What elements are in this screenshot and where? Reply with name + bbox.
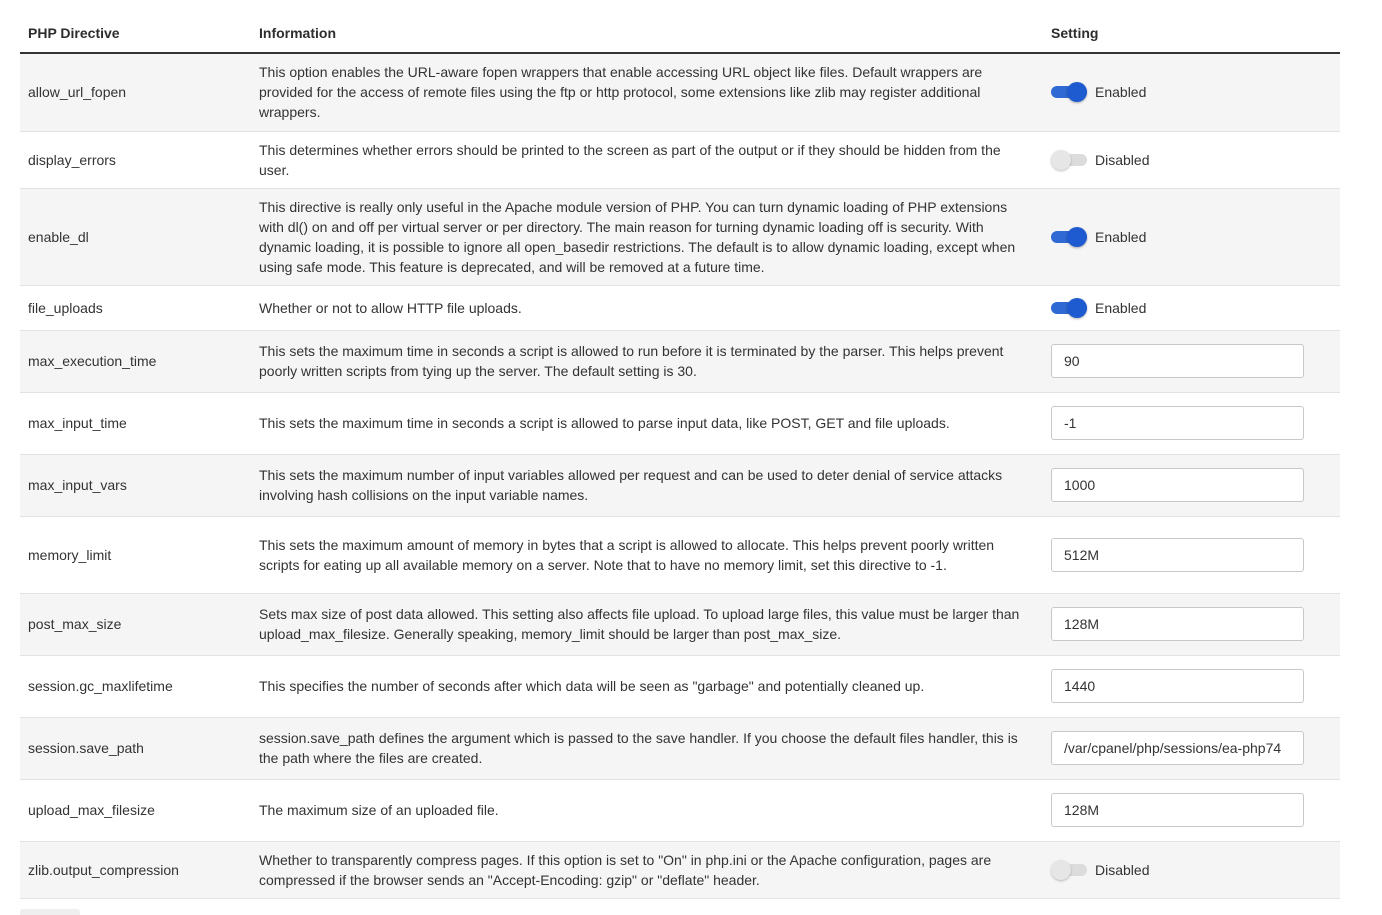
php-directives-table [20, 0, 1340, 899]
directive-info: This directive is really only useful in the Apache module version of PHP. You can turn dynamic loading of PHP extensions with dl() on and off per virtual server or per directory. The main reason for turning dynamic loading off is security. With dynamic loading, it is possible to ignore all open_basedir restrictions. The default is to allow dynamic loading, except when using safe mode. This feature is deprecated, and will be removed at a future time. [251, 188, 1043, 285]
directive-info: The maximum size of an uploaded file. [251, 779, 1043, 841]
table-row [20, 516, 1340, 593]
setting-cell [1043, 779, 1340, 841]
setting-cell [1043, 655, 1340, 717]
table-body [20, 53, 1340, 898]
footer-stub [20, 909, 80, 915]
directive-name: max_input_vars [20, 454, 251, 516]
post-max-size-input[interactable] [1051, 607, 1304, 641]
table-row [20, 392, 1340, 454]
session-gc-maxlifetime-input[interactable] [1051, 669, 1304, 703]
display-errors-toggle[interactable] [1051, 150, 1332, 170]
table-row [20, 717, 1340, 779]
setting-cell [1043, 841, 1340, 898]
setting-cell [1043, 330, 1340, 392]
max-execution-time-input[interactable] [1051, 344, 1304, 378]
table-row [20, 131, 1340, 188]
directive-name: post_max_size [20, 593, 251, 655]
setting-cell [1043, 188, 1340, 285]
memory-limit-input[interactable] [1051, 538, 1304, 572]
toggle-switch[interactable] [1051, 82, 1087, 102]
directive-name: max_input_time [20, 392, 251, 454]
allow-url-fopen-toggle[interactable] [1051, 82, 1332, 102]
session-save-path-input[interactable] [1051, 731, 1304, 765]
table-row [20, 285, 1340, 330]
setting-cell [1043, 392, 1340, 454]
table-row [20, 655, 1340, 717]
table-row [20, 454, 1340, 516]
directive-name: display_errors [20, 131, 251, 188]
toggle-switch[interactable] [1051, 860, 1087, 880]
directive-info: Whether to transparently compress pages. If this option is set to "On" in php.ini or the Apache configuration, pages are compressed if the browser sends an "Accept-Encoding: gzip" or "deflate" header. [251, 841, 1043, 898]
directive-name: upload_max_filesize [20, 779, 251, 841]
directive-name: allow_url_fopen [20, 53, 251, 131]
directive-info: Sets max size of post data allowed. This setting also affects file upload. To upload large files, this value must be larger than upload_max_filesize. Generally speaking, memory_limit should be larger than post_max_size. [251, 593, 1043, 655]
setting-cell [1043, 593, 1340, 655]
upload-max-filesize-input[interactable] [1051, 793, 1304, 827]
directive-name: max_execution_time [20, 330, 251, 392]
directive-name: session.save_path [20, 717, 251, 779]
directive-info: This option enables the URL-aware fopen wrappers that enable accessing URL object like files. Default wrappers are provided for the access of remote files using the ftp or http protocol, some extensions like zlib may register additional wrappers. [251, 53, 1043, 131]
directive-name: zlib.output_compression [20, 841, 251, 898]
directive-info: This specifies the number of seconds after which data will be seen as "garbage" and potentially cleaned up. [251, 655, 1043, 717]
toggle-switch[interactable] [1051, 150, 1087, 170]
header-directive: PHP Directive [20, 0, 251, 53]
directive-info: Whether or not to allow HTTP file uploads. [251, 285, 1043, 330]
setting-cell [1043, 285, 1340, 330]
toggle-label: Enabled [1095, 299, 1147, 316]
php-directives-panel [20, 0, 1340, 899]
max-input-vars-input[interactable] [1051, 468, 1304, 502]
setting-cell [1043, 53, 1340, 131]
table-row [20, 330, 1340, 392]
toggle-label: Enabled [1095, 228, 1147, 245]
directive-name: memory_limit [20, 516, 251, 593]
setting-cell [1043, 131, 1340, 188]
setting-cell [1043, 516, 1340, 593]
directive-info: This sets the maximum time in seconds a script is allowed to run before it is terminated by the parser. This helps prevent poorly written scripts from tying up the server. The default setting is 30. [251, 330, 1043, 392]
table-row [20, 841, 1340, 898]
table-row [20, 779, 1340, 841]
setting-cell [1043, 454, 1340, 516]
toggle-switch[interactable] [1051, 227, 1087, 247]
directive-info: This sets the maximum time in seconds a script is allowed to parse input data, like POST, GET and file uploads. [251, 392, 1043, 454]
table-row [20, 188, 1340, 285]
directive-info: This sets the maximum number of input variables allowed per request and can be used to deter denial of service attacks involving hash collisions on the input variable names. [251, 454, 1043, 516]
header-setting: Setting [1043, 0, 1340, 53]
directive-info: This sets the maximum amount of memory in bytes that a script is allowed to allocate. This helps prevent poorly written scripts for eating up all available memory on a server. Note that to have no memory limit, set this directive to -1. [251, 516, 1043, 593]
toggle-label: Disabled [1095, 861, 1150, 878]
directive-info: session.save_path defines the argument which is passed to the save handler. If you choose the default files handler, this is the path where the files are created. [251, 717, 1043, 779]
directive-name: session.gc_maxlifetime [20, 655, 251, 717]
directive-info: This determines whether errors should be printed to the screen as part of the output or if they should be hidden from the user. [251, 131, 1043, 188]
table-row [20, 53, 1340, 131]
directive-name: enable_dl [20, 188, 251, 285]
table-header-row [20, 0, 1340, 53]
directive-name: file_uploads [20, 285, 251, 330]
setting-cell [1043, 717, 1340, 779]
file-uploads-toggle[interactable] [1051, 298, 1332, 318]
enable-dl-toggle[interactable] [1051, 227, 1332, 247]
table-row [20, 593, 1340, 655]
toggle-label: Disabled [1095, 151, 1150, 168]
header-information: Information [251, 0, 1043, 53]
toggle-label: Enabled [1095, 84, 1147, 101]
zlib-output-compression-toggle[interactable] [1051, 860, 1332, 880]
max-input-time-input[interactable] [1051, 406, 1304, 440]
toggle-switch[interactable] [1051, 298, 1087, 318]
